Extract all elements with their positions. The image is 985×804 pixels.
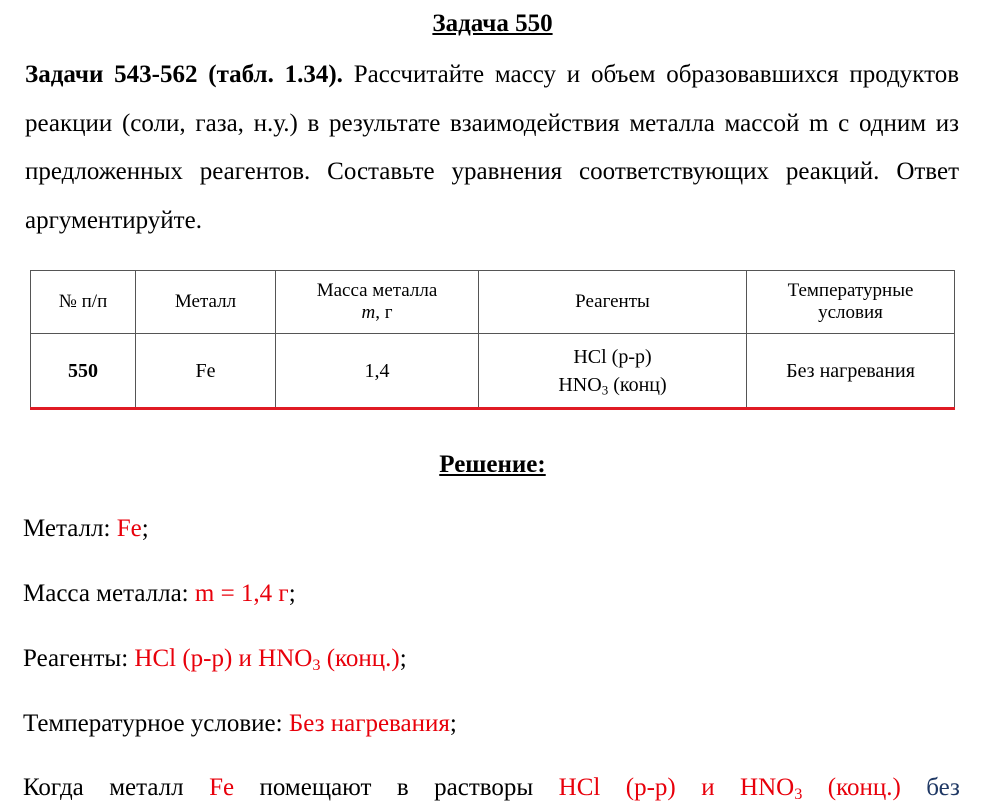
header-reagents: Реагенты [479,271,747,334]
task-reference: Задачи 543-562 (табл. 1.34). [25,61,343,88]
mass-value: m = 1,4 г [194,580,289,607]
mass-line: Масса металла: m = 1,4 г; [23,580,296,607]
cell-reagent-1: HCl (р-р) [573,345,652,368]
table-row [31,334,955,409]
parameters-table [30,270,955,410]
header-mass-var: m [361,302,376,324]
metal-value: Fe [116,515,142,542]
task-text: Рассчитайте массу и объем образовавшихся продуктов реакции (соли, газа, н.у.) в результате взаимодействия металла массой m с одним из предложенных реагентов. Составьте уравнения соответствующих реакций. Ответ аргументируйте. [25,61,960,234]
task-statement [25,51,959,245]
header-metal: Металл [136,271,276,334]
cell-reagents [479,334,747,409]
temperature-line: Температурное условие: Без нагревания; [23,710,457,737]
header-mass-unit: , г [375,302,393,324]
table-header-row [31,271,955,334]
task-title: Задача 550 [432,10,553,37]
reagents-line: Реагенты: HCl (р-р) и $HNO_3$ (конц.); [23,645,407,675]
cell-temp: Без нагревания [747,334,955,409]
explanation-line: Когда металл Fe помещают в растворы HCl (р-р) и $HNO_3$ (конц.) без [23,774,960,804]
reagents-value: HCl (р-р) и $HNO_3$ (конц.) [134,645,400,675]
header-mass [276,271,479,334]
cell-reagent-2: $HNO_3$ (конц) [558,373,667,397]
cell-num: 550 [31,334,136,409]
cell-mass: 1,4 [276,334,479,409]
header-temp: Температурные условия [747,271,955,334]
solution-title: Решение: [439,451,546,478]
header-mass-line1: Масса металла [316,280,438,302]
header-num: № п/п [31,271,136,334]
temperature-value: Без нагревания [288,710,450,737]
cell-metal: Fe [136,334,276,409]
metal-line: Металл: Fe; [23,515,149,542]
